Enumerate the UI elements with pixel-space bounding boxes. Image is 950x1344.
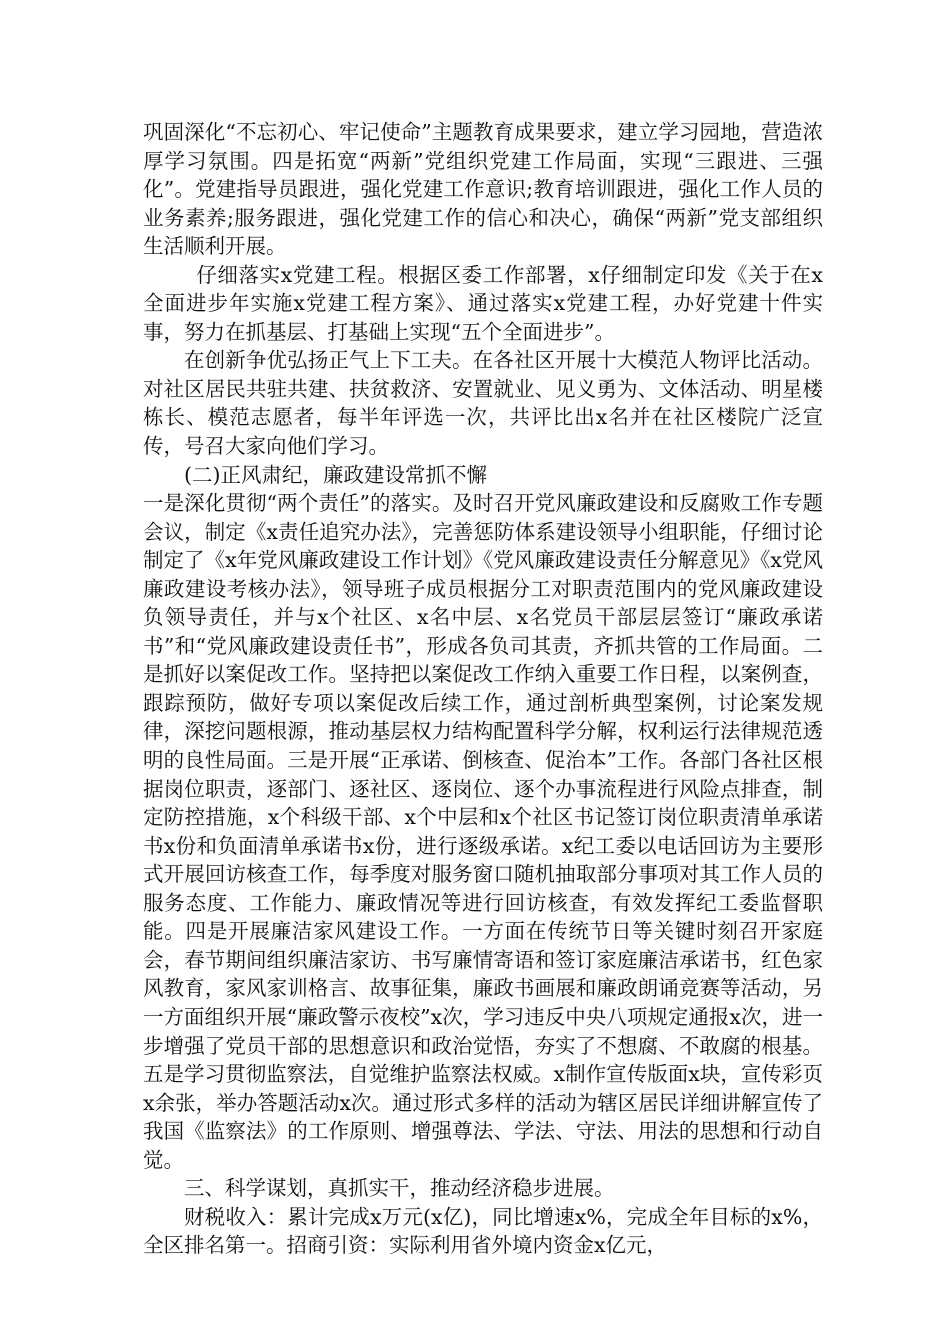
section-heading-clean-governance: (二)正风肃纪，廉政建设常抓不懈 [184, 462, 487, 487]
paragraph-clean-governance-body: 一是深化贯彻“两个责任”的落实。及时召开党风廉政建设和反腐败工作专题会议，制定《x责任追究办法》，完善惩防体系建设领导小组职能，仔细讨论制定了《x年党风廉政建设工作计划》《党风廉政建设责任分解意见》《x党风廉政建设考核办法》，领导班子成员根据分工对职责范围内的党风廉政建设负领导责任，并与x个社区、x名中层、x名党员干部层层签订“廉政承诺书”和“党风廉政建设责任书”，形成各负司其责，齐抓共管的工作局面。二是抓好以案促改工作。坚持把以案促改工作纳入重要工作日程，以案例查，跟踪预防，做好专项以案促改后续工作，通过剖析典型案例，讨论案发规律，深挖问题根源，推动基层权力结构配置科学分解，权利运行法律规范透明的良性局面。三是开展“正承诺、倒核查、促治本”工作。各部门各社区根据岗位职责，逐部门、逐社区、逐岗位、逐个办事流程进行风险点排查，制定防控措施，x个科级干部、x个中层和x个社区书记签订岗位职责清单承诺书x份和负面清单承诺书x份，进行逐级承诺。x纪工委以电话回访为主要形式开展回访核查工作，每季度对服务窗口随机抽取部分事项对其工作人员的服务态度、工作能力、廉政情况等进行回访核查，有效发挥纪工委监督职能。四是开展廉洁家风建设工作。一方面在传统节日等关键时刻召开家庭会，春节期间组织廉洁家访、书写廉情寄语和签订家庭廉洁承诺书，红色家风教育，家风家训格言、故事征集，廉政书画展和廉政朗诵竞赛等活动，另一方面组织开展“廉政警示夜校”x次，学习违反中央八项规定通报x次，进一步增强了党员干部的思想意识和政治觉悟，夯实了不想腐、不敢腐的根基。五是学习贯彻监察法，自觉维护监察法权威。x制作宣传版面x块，宣传彩页x余张，举办答题活动x次。通过形式多样的活动为辖区居民详细讲解宣传了我国《监察法》的工作原则、增强尊法、学法、守法、用法的思想和行动自觉。 [143, 491, 823, 1172]
paragraph-model-selection: 在创新争优弘扬正气上下工夫。在各社区开展十大模范人物评比活动。对社区居民共驻共建、扶贫救济、安置就业、见义勇为、文体活动、明星楼栋长、模范志愿者，每半年评选一次，共评比出x名并在社区楼院广泛宣传，号召大家向他们学习。 [143, 348, 823, 459]
paragraph-fiscal-revenue: 财税收入：累计完成x万元(x亿)，同比增速x%，完成全年目标的x%，全区排名第一。招商引资：实际利用省外境内资金x亿元， [143, 1204, 823, 1258]
section-heading-economy: 三、科学谋划，真抓实干，推动经济稳步进展。 [184, 1176, 615, 1201]
paragraph-party-building-continuation: 巩固深化“不忘初心、牢记使命”主题教育成果要求，建立学习园地，营造浓厚学习氛围。四是拓宽“两新”党组织党建工作局面，实现“三跟进、三强化”。党建指导员跟进，强化党建工作意识;教育培训跟进，强化工作人员的业务素养;服务跟进，强化党建工作的信心和决心，确保“两新”党支部组织生活顺利开展。 [143, 120, 823, 259]
paragraph-party-building-project: 仔细落实x党建工程。根据区委工作部署，x仔细制定印发《关于在x全面进步年实施x党建工程方案》、通过落实x党建工程，办好党建十件实事，努力在抓基层、打基础上实现“五个全面进步”。 [143, 262, 823, 344]
document-page [143, 118, 823, 1260]
